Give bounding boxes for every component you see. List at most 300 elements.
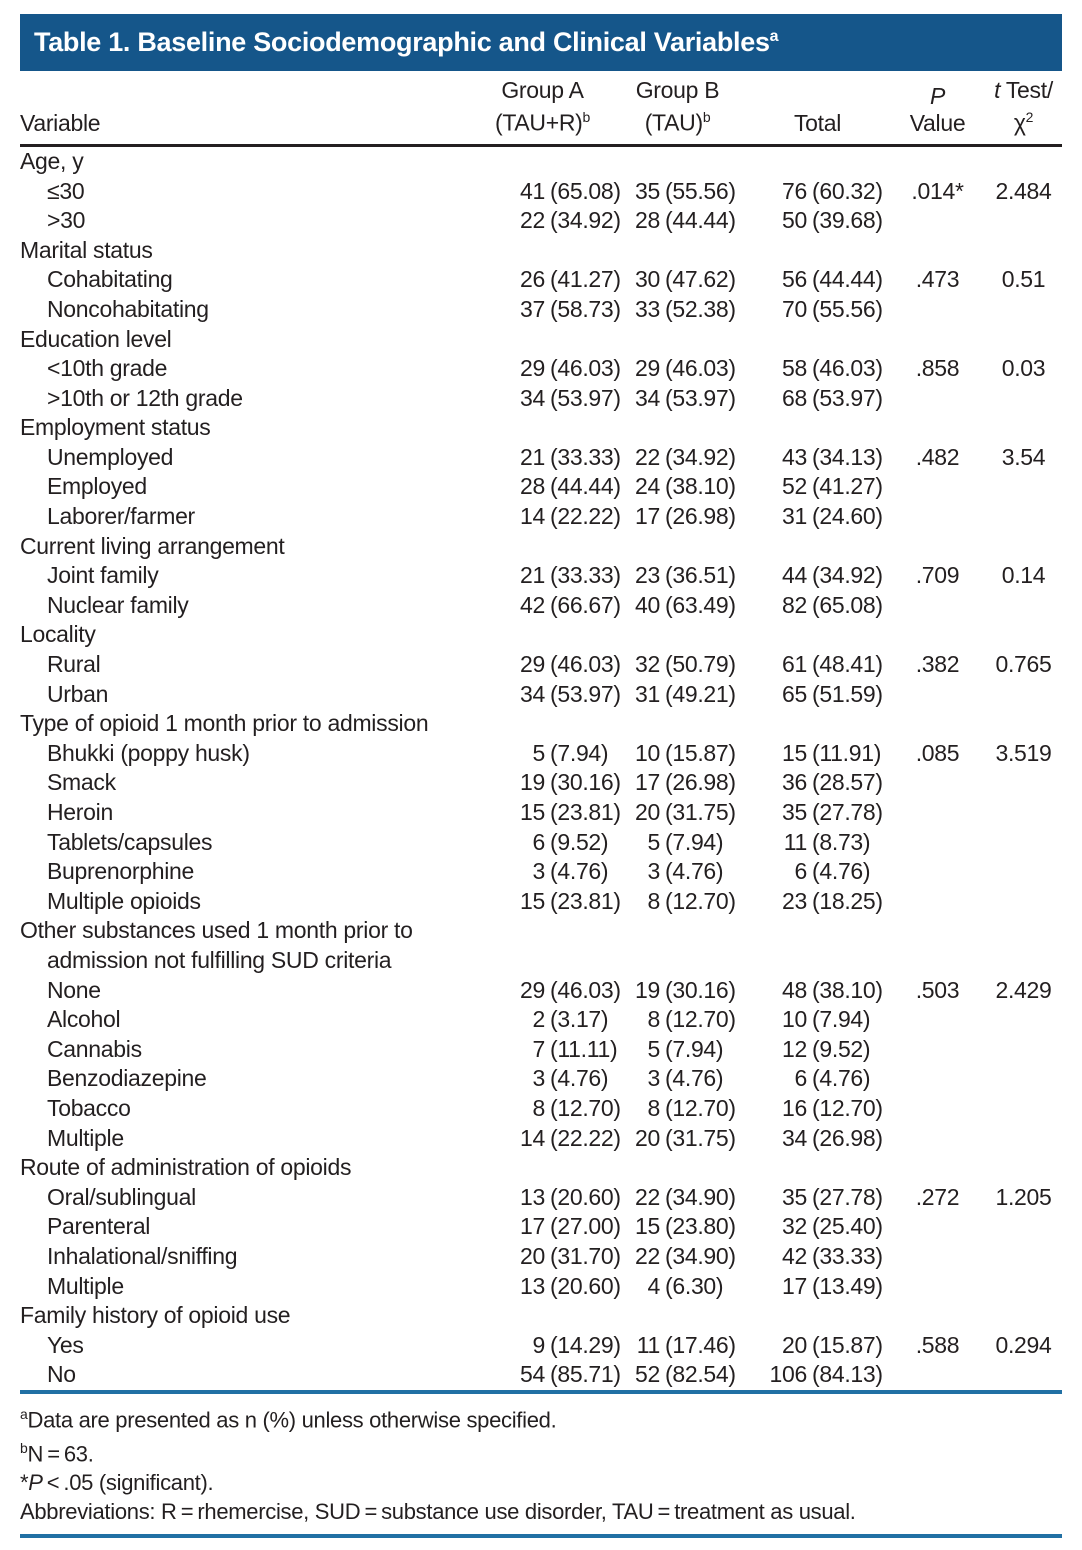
cell-total — [745, 975, 890, 1005]
cell-group_b — [610, 1242, 745, 1272]
cell-count: 4 — [647, 1272, 660, 1299]
cell-t-test: 1.205 — [995, 1183, 1052, 1210]
cell-t-test: 0.51 — [1001, 266, 1046, 293]
cell-group_a — [475, 561, 621, 591]
cell-p-value — [890, 145, 985, 176]
row-label: Yes — [47, 1331, 84, 1358]
cell-group_a — [475, 946, 610, 976]
column-header-total: Total — [745, 77, 890, 145]
cell-percent: (39.68) — [812, 207, 883, 234]
column-header-group-a: Group A $(TAU+R)^b$ — [475, 77, 610, 145]
cell-count: 34 — [782, 1124, 807, 1151]
cell-percent: (41.27) — [550, 266, 621, 293]
row-label: Family history of opioid use — [20, 1302, 291, 1329]
cell-group_a — [475, 916, 610, 946]
cell-percent: (26.98) — [665, 769, 736, 796]
column-header-group-b: Group B (TAU)$^b$ — [610, 77, 745, 145]
cell-percent: (26.98) — [665, 503, 736, 530]
row-label: Urban — [47, 680, 109, 707]
cell-percent: (27.78) — [812, 1183, 883, 1210]
cell-percent: (46.03) — [550, 355, 621, 382]
cell-group_a — [475, 1123, 621, 1153]
section-header-row — [20, 709, 1062, 739]
section-header-row — [20, 916, 1062, 946]
cell-group_b — [610, 1005, 745, 1035]
cell-t-test — [985, 1153, 1062, 1183]
cell-group_a — [475, 1064, 610, 1094]
cell-p-value — [890, 1123, 985, 1153]
row-label: Nuclear family — [47, 591, 189, 618]
cell-group_a — [475, 798, 621, 828]
footnote-italic: P — [28, 1470, 43, 1496]
cell-percent: (9.52) — [812, 1035, 871, 1062]
cell-t-test — [985, 857, 1062, 887]
row-label: >30 — [47, 207, 86, 234]
cell-group_a — [475, 1271, 621, 1301]
cell-percent: (63.49) — [665, 591, 736, 618]
cell-count: 20 — [635, 799, 660, 826]
cell-count: 5 — [532, 739, 545, 766]
cell-group_b — [610, 472, 745, 502]
cell-t-test — [985, 946, 1062, 976]
cell-count: 3 — [532, 1065, 545, 1092]
cell-group_b — [610, 1271, 745, 1301]
cell-percent: (7.94) — [812, 1006, 871, 1033]
row-label: Noncohabitating — [47, 295, 209, 322]
cell-count: 68 — [782, 384, 807, 411]
cell-count: 5 — [647, 1035, 660, 1062]
cell-group_a — [475, 531, 610, 561]
cell-count: 44 — [782, 562, 807, 589]
table-row — [20, 1094, 1062, 1124]
table-row — [20, 354, 1062, 384]
cell-p-value — [890, 1212, 985, 1242]
cell-total — [745, 383, 890, 413]
cell-percent: (6.30) — [665, 1272, 724, 1299]
cell-total — [745, 206, 890, 236]
cell-count: 22 — [635, 1242, 660, 1269]
cell-percent: (12.70) — [665, 887, 736, 914]
cell-count: 28 — [635, 207, 660, 234]
cell-p-value — [890, 798, 985, 828]
cell-count: 13 — [520, 1272, 545, 1299]
cell-group_a — [475, 709, 610, 739]
row-label: None — [47, 976, 101, 1003]
cell-group_b — [610, 1094, 745, 1124]
cell-count: 10 — [782, 1006, 807, 1033]
table-row — [20, 1212, 1062, 1242]
cell-count: 3 — [647, 1065, 660, 1092]
cell-p-value — [890, 1242, 985, 1272]
cell-percent: (12.70) — [665, 1006, 736, 1033]
footnote: *P < .05 (significant). — [20, 1470, 214, 1496]
cell-total — [745, 561, 890, 591]
cell-group_b — [610, 827, 745, 857]
cell-count: 40 — [635, 591, 660, 618]
cell-percent: (20.60) — [550, 1183, 621, 1210]
cell-group_b — [610, 145, 745, 176]
cell-count: 20 — [635, 1124, 660, 1151]
cell-percent: (28.57) — [812, 769, 883, 796]
row-label: Marital status — [20, 236, 153, 263]
cell-t-test — [985, 916, 1062, 946]
cell-group_b — [610, 650, 745, 680]
cell-count: 52 — [782, 473, 807, 500]
cell-count: 6 — [794, 1065, 807, 1092]
cell-p-value — [890, 324, 985, 354]
table-row — [20, 295, 1062, 325]
cell-t-test: 0.294 — [995, 1331, 1052, 1358]
cell-group_b — [610, 354, 745, 384]
cell-p-value — [890, 1301, 985, 1331]
table-row — [20, 472, 1062, 502]
row-label: Type of opioid 1 month prior to admission — [20, 710, 429, 737]
table-title — [34, 27, 778, 58]
cell-percent: (18.25) — [812, 887, 883, 914]
cell-group_b — [610, 679, 745, 709]
cell-group_a — [475, 324, 610, 354]
cell-t-test — [985, 591, 1062, 621]
cell-count: 23 — [782, 887, 807, 914]
cell-group_a — [475, 650, 621, 680]
row-label: Employment status — [20, 414, 211, 441]
cell-p-value — [890, 235, 985, 265]
cell-t-test — [985, 620, 1062, 650]
cell-percent: (44.44) — [665, 207, 736, 234]
cell-t-test — [985, 1301, 1062, 1331]
cell-count: 30 — [635, 266, 660, 293]
table-row — [20, 561, 1062, 591]
table-row — [20, 827, 1062, 857]
row-label: Joint family — [47, 562, 159, 589]
cell-group_a — [475, 887, 621, 917]
cell-total — [745, 354, 890, 384]
cell-total — [745, 650, 890, 680]
section-header-row — [20, 145, 1062, 176]
table-row — [20, 176, 1062, 206]
table-row — [20, 1064, 1062, 1094]
cell-percent: (23.81) — [550, 887, 621, 914]
cell-count: 35 — [635, 177, 660, 204]
cell-group_b — [610, 1034, 745, 1064]
row-label: ≤30 — [47, 177, 85, 204]
cell-count: 20 — [782, 1331, 807, 1358]
cell-p-value: .014* — [911, 177, 964, 204]
cell-percent: (44.44) — [812, 266, 883, 293]
cell-percent: (46.03) — [665, 355, 736, 382]
cell-count: 42 — [520, 591, 545, 618]
row-label: Multiple opioids — [47, 887, 201, 914]
cell-total — [745, 857, 890, 887]
cell-p-value — [890, 768, 985, 798]
cell-p-value: .858 — [915, 355, 960, 382]
table-row — [20, 591, 1062, 621]
row-label: Cohabitating — [47, 266, 173, 293]
cell-count: 31 — [635, 680, 660, 707]
cell-group_a — [475, 768, 621, 798]
cell-t-test: 2.484 — [995, 177, 1052, 204]
cell-percent: (48.41) — [812, 651, 883, 678]
cell-percent: (60.32) — [812, 177, 883, 204]
cell-percent: (3.17) — [550, 1006, 609, 1033]
cell-count: 36 — [782, 769, 807, 796]
cell-group_b — [610, 591, 745, 621]
cell-count: 22 — [520, 207, 545, 234]
section-header-row — [20, 413, 1062, 443]
cell-count: 12 — [782, 1035, 807, 1062]
cell-percent: (31.75) — [665, 1124, 736, 1151]
cell-t-test — [985, 1212, 1062, 1242]
cell-total — [745, 620, 890, 650]
cell-t-test — [985, 383, 1062, 413]
cell-count: 20 — [520, 1242, 545, 1269]
cell-p-value — [890, 413, 985, 443]
cell-group_a — [475, 1094, 621, 1124]
table-row — [20, 1182, 1062, 1212]
cell-percent: (22.22) — [550, 503, 621, 530]
cell-percent: (49.21) — [665, 680, 736, 707]
cell-percent: (53.97) — [812, 384, 883, 411]
cell-group_b — [610, 620, 745, 650]
cell-group_b — [610, 324, 745, 354]
cell-count: 32 — [635, 651, 660, 678]
cell-total — [745, 739, 890, 769]
cell-group_a — [475, 383, 621, 413]
cell-p-value — [890, 1005, 985, 1035]
row-label: Smack — [47, 769, 116, 796]
cell-percent: (34.92) — [550, 207, 621, 234]
row-label: Bhukki (poppy husk) — [47, 739, 250, 766]
row-label: Education level — [20, 325, 172, 352]
cell-percent: (33.33) — [812, 1242, 883, 1269]
cell-group_a — [475, 1301, 610, 1331]
cell-group_b — [610, 1330, 745, 1360]
cell-t-test — [985, 887, 1062, 917]
row-label: Rural — [47, 651, 101, 678]
cell-count: 35 — [782, 1183, 807, 1210]
cell-count: 52 — [635, 1361, 660, 1388]
cell-group_a — [475, 1242, 621, 1272]
cell-group_b — [610, 1212, 745, 1242]
cell-group_a — [475, 591, 621, 621]
table-row — [20, 443, 1062, 473]
cell-group_a — [475, 235, 610, 265]
cell-p-value — [890, 383, 985, 413]
table-row — [20, 1360, 1062, 1390]
cell-group_a — [475, 1005, 610, 1035]
cell-percent: (46.03) — [812, 355, 883, 382]
cell-p-value: .503 — [915, 976, 960, 1003]
cell-group_a — [475, 176, 621, 206]
cell-percent: (11.11) — [550, 1035, 618, 1062]
cell-percent: (15.87) — [812, 1331, 883, 1358]
cell-percent: (25.40) — [812, 1213, 883, 1240]
cell-t-test: 0.03 — [1001, 355, 1046, 382]
cell-percent: (23.81) — [550, 799, 621, 826]
cell-group_b — [610, 798, 745, 828]
cell-count: 33 — [635, 295, 660, 322]
table-title-bar — [20, 14, 1062, 71]
cell-group_b — [610, 946, 745, 976]
section-header-row — [20, 324, 1062, 354]
cell-count: 29 — [520, 651, 545, 678]
cell-percent: (47.62) — [665, 266, 736, 293]
cell-total — [745, 827, 890, 857]
cell-total — [745, 1330, 890, 1360]
cell-percent: (66.67) — [550, 591, 621, 618]
footnote: Abbreviations: R = rhemercise, SUD = substance use disorder, TAU = treatment as usual. — [20, 1498, 856, 1524]
cell-total — [745, 472, 890, 502]
cell-group_a — [475, 265, 621, 295]
footnote-marker: a — [20, 1405, 28, 1422]
cell-total — [745, 798, 890, 828]
table-row — [20, 502, 1062, 532]
cell-p-value — [890, 827, 985, 857]
cell-count: 8 — [532, 1094, 545, 1121]
row-label: Locality — [20, 621, 96, 648]
cell-count: 28 — [520, 473, 545, 500]
cell-count: 29 — [520, 976, 545, 1003]
cell-percent: (12.70) — [665, 1094, 736, 1121]
table-row — [20, 975, 1062, 1005]
cell-group_b — [610, 235, 745, 265]
section-header-row — [20, 1153, 1062, 1183]
cell-p-value — [890, 857, 985, 887]
cell-percent: (8.73) — [812, 828, 871, 855]
cell-percent: (4.76) — [665, 858, 724, 885]
cell-group_b — [610, 857, 745, 887]
cell-t-test — [985, 1094, 1062, 1124]
row-label: Unemployed — [47, 443, 174, 470]
cell-t-test — [985, 1123, 1062, 1153]
cell-percent: (50.79) — [665, 651, 736, 678]
table-row — [20, 1271, 1062, 1301]
cell-percent: (11.91) — [812, 739, 882, 766]
cell-t-test — [985, 679, 1062, 709]
cell-count: 2 — [532, 1006, 545, 1033]
cell-group_a — [475, 472, 621, 502]
cell-group_b — [610, 1064, 745, 1094]
cell-count: 14 — [520, 1124, 545, 1151]
cell-count: 15 — [635, 1213, 660, 1240]
cell-t-test — [985, 502, 1062, 532]
cell-p-value — [890, 1034, 985, 1064]
cell-percent: (23.80) — [665, 1213, 736, 1240]
cell-count: 58 — [782, 355, 807, 382]
cell-total — [745, 324, 890, 354]
cell-p-value: .272 — [915, 1183, 960, 1210]
cell-percent: (7.94) — [550, 739, 609, 766]
cell-percent: (41.27) — [812, 473, 883, 500]
cell-percent: (20.60) — [550, 1272, 621, 1299]
table-title-text: Table 1. Baseline Sociodemographic and Clinical Variables — [34, 27, 770, 57]
table-row — [20, 1330, 1062, 1360]
cell-count: 43 — [782, 443, 807, 470]
cell-group_b — [610, 1301, 745, 1331]
cell-percent: (53.97) — [665, 384, 736, 411]
cell-group_a — [475, 827, 610, 857]
cell-group_b — [610, 1123, 745, 1153]
cell-t-test — [985, 324, 1062, 354]
cell-total — [745, 145, 890, 176]
cell-count: 48 — [782, 976, 807, 1003]
cell-group_b — [610, 1182, 745, 1212]
cell-group_a — [475, 679, 621, 709]
cell-total — [745, 176, 890, 206]
cell-total — [745, 887, 890, 917]
cell-total — [745, 946, 890, 976]
cell-t-test: 3.519 — [995, 739, 1052, 766]
cell-count: 15 — [520, 799, 545, 826]
cell-count: 65 — [782, 680, 807, 707]
cell-percent: (34.90) — [665, 1183, 736, 1210]
section-header-row — [20, 620, 1062, 650]
row-label: Parenteral — [47, 1213, 151, 1240]
row-label: Multiple — [47, 1272, 124, 1299]
row-label: admission not fulfilling SUD criteria — [47, 946, 392, 973]
cell-percent: (31.70) — [550, 1242, 621, 1269]
cell-total — [745, 591, 890, 621]
cell-p-value — [890, 916, 985, 946]
cell-count: 29 — [635, 355, 660, 382]
cell-total — [745, 768, 890, 798]
cell-count: 16 — [782, 1094, 807, 1121]
cell-total — [745, 1360, 890, 1390]
cell-group_a — [475, 443, 621, 473]
cell-t-test — [985, 709, 1062, 739]
cell-group_b — [610, 531, 745, 561]
cell-p-value: .482 — [915, 443, 960, 470]
cell-p-value — [890, 679, 985, 709]
cell-count: 50 — [782, 207, 807, 234]
cell-total — [745, 295, 890, 325]
cell-percent: (38.10) — [665, 473, 736, 500]
cell-percent: (34.92) — [812, 562, 883, 589]
cell-percent: (55.56) — [665, 177, 736, 204]
table-row — [20, 1123, 1062, 1153]
cell-count: 7 — [532, 1035, 545, 1062]
table-row — [20, 206, 1062, 236]
cell-count: 3 — [532, 858, 545, 885]
table-header — [20, 77, 1062, 145]
cell-total — [745, 709, 890, 739]
table-row — [20, 383, 1062, 413]
cell-count: 8 — [647, 887, 660, 914]
cell-percent: (38.10) — [812, 976, 883, 1003]
cell-count: 37 — [520, 295, 545, 322]
cell-total — [745, 679, 890, 709]
cell-t-test — [985, 531, 1062, 561]
cell-count: 19 — [520, 769, 545, 796]
cell-count: 24 — [635, 473, 660, 500]
cell-group_a — [475, 975, 621, 1005]
cell-p-value — [890, 206, 985, 236]
cell-count: 34 — [520, 680, 545, 707]
cell-percent: (22.22) — [550, 1124, 621, 1151]
cell-total — [745, 1034, 890, 1064]
cell-count: 17 — [782, 1272, 807, 1299]
cell-percent: (36.51) — [665, 562, 736, 589]
cell-group_b — [610, 709, 745, 739]
cell-t-test: 0.765 — [995, 651, 1052, 678]
cell-t-test — [985, 798, 1062, 828]
cell-count: 29 — [520, 355, 545, 382]
table-row — [20, 650, 1062, 680]
cell-t-test — [985, 206, 1062, 236]
cell-group_a — [475, 206, 621, 236]
row-label: Tablets/capsules — [47, 828, 213, 855]
cell-count: 8 — [647, 1006, 660, 1033]
